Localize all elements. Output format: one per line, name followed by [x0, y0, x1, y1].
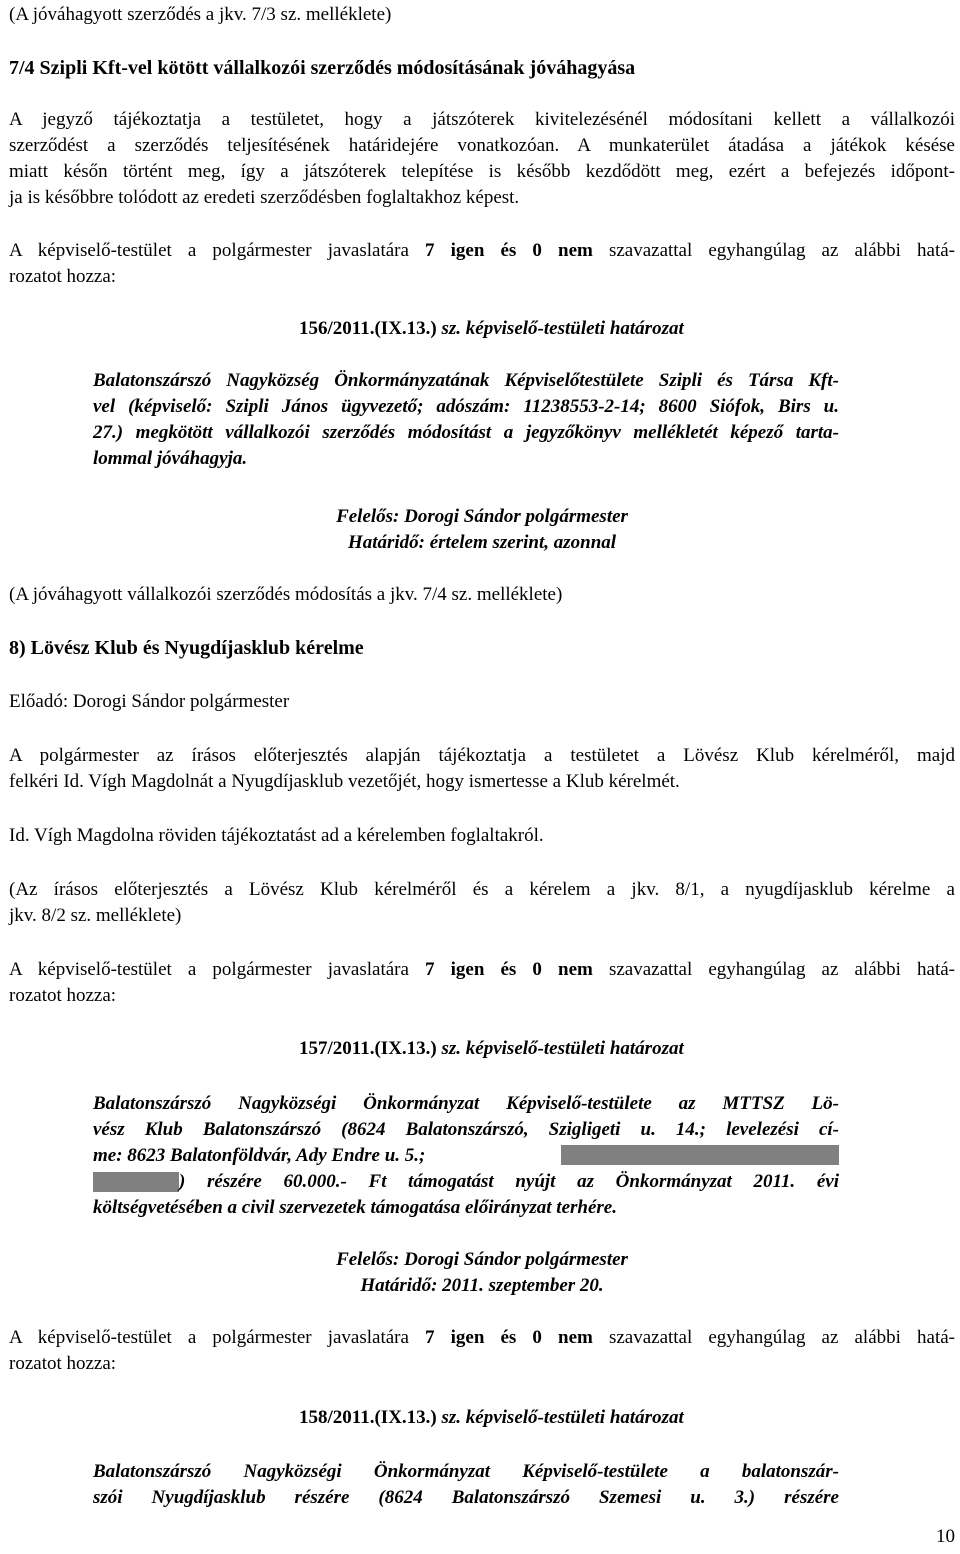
section-heading-8: 8) Lövész Klub és Nyugdíjasklub kérelme [9, 637, 364, 659]
resolution-type: sz. képviselő-testületi határozat [436, 1407, 684, 1428]
resolution-text-line: Balatonszárszó Nagyközségi Önkormányzat Képviselő-testülete a balatonszár- [93, 1461, 839, 1482]
resolution-text-line: költségvetésében a civil szervezetek támogatása előirányzat terhére. [93, 1197, 617, 1218]
vote-text: szavazattal egyhangúlag az alábbi hatá- [592, 240, 955, 261]
responsible-person: Felelős: Dorogi Sándor polgármester [336, 506, 628, 527]
resolution-id: 156/2011.(IX.13.) [299, 318, 437, 339]
resolution-text-line: szói Nyugdíjasklub részére (8624 Balatonszárszó Szemesi u. 3.) részére [93, 1487, 839, 1508]
resolution-number [299, 1405, 684, 1431]
page-number: 10 [936, 1526, 955, 1547]
resolution-text-line [93, 1143, 839, 1169]
vote-line [9, 1325, 955, 1351]
paragraph-line: jkv. 8/2 sz. melléklete) [9, 905, 182, 926]
resolution-text-line [93, 1169, 839, 1195]
resolution-type: sz. képviselő-testületi határozat [436, 318, 684, 339]
resolution-text-line: 27.) megkötött vállalkozói szerződés módosítást a jegyzőkönyv mellékletét képező tarta- [93, 422, 839, 443]
resolution-text-line: vel (képviselő: Szipli János ügyvezető; adószám: 11238553-2-14; 8600 Siófok, Birs u. [93, 396, 839, 417]
vote-text: szavazattal egyhangúlag az alábbi hatá- [592, 959, 955, 980]
annex-note: (A jóváhagyott szerződés a jkv. 7/3 sz. melléklete) [9, 4, 392, 25]
resolution-number [299, 316, 684, 342]
resolution-id: 158/2011.(IX.13.) [299, 1407, 437, 1428]
vote-line [9, 238, 955, 264]
vote-text: A képviselő-testület a polgármester javaslatára [9, 959, 426, 980]
support-text: ) részére 60.000.- Ft támogatást nyújt az Önkormányzat 2011. évi [179, 1171, 839, 1192]
resolution-text-line: Balatonszárszó Nagyközség Önkormányzatának Képviselőtestülete Szipli és Társa Kft- [93, 370, 839, 391]
resolution-text-line: vész Klub Balatonszárszó (8624 Balatonszárszó, Szigligeti u. 14.; levelezési cí- [93, 1119, 839, 1140]
vote-line [9, 957, 955, 983]
vote-count: 7 igen és 0 nem [425, 959, 593, 980]
vote-count: 7 igen és 0 nem [425, 1327, 593, 1348]
paragraph-line: felkéri Id. Vígh Magdolnát a Nyugdíjasklub vezetőjét, hogy ismertesse a Klub kérelmét. [9, 771, 680, 792]
resolution-id: 157/2011.(IX.13.) [299, 1038, 437, 1059]
resolution-type: sz. képviselő-testületi határozat [436, 1038, 684, 1059]
vote-text: A képviselő-testület a polgármester javaslatára [9, 1327, 426, 1348]
vote-count: 7 igen és 0 nem [425, 240, 593, 261]
vote-text: szavazattal egyhangúlag az alábbi hatá- [592, 1327, 955, 1348]
paragraph-line: Id. Vígh Magdolna röviden tájékoztatást ad a kérelemben foglaltakról. [9, 825, 544, 846]
paragraph-line: ja is későbbre tolódott az eredeti szerződésben foglaltakhoz képest. [9, 187, 520, 208]
redaction-block [93, 1172, 179, 1192]
paragraph-line: szerződést a szerződés teljesítésének határidejére vonatkozóan. A munkaterület átadása a játékok késése [9, 135, 955, 156]
resolution-text-line: lommal jóváhagyja. [93, 448, 248, 469]
vote-line: rozatot hozza: [9, 1353, 117, 1374]
vote-text: A képviselő-testület a polgármester javaslatára [9, 240, 426, 261]
resolution-number [299, 1036, 684, 1062]
paragraph-line: A polgármester az írásos előterjesztés alapján tájékoztatja a testületet a Lövész Klub kérelméről, majd [9, 745, 955, 766]
redaction-block [561, 1145, 839, 1165]
vote-line: rozatot hozza: [9, 266, 117, 287]
deadline: Határidő: értelem szerint, azonnal [347, 532, 617, 553]
vote-line: rozatot hozza: [9, 985, 117, 1006]
resolution-text-line: Balatonszárszó Nagyközségi Önkormányzat Képviselő-testülete az MTTSZ Lö- [93, 1093, 839, 1114]
section-heading-7-4: 7/4 Szipli Kft-vel kötött vállalkozói szerződés módosításának jóváhagyása [9, 57, 636, 79]
deadline: Határidő: 2011. szeptember 20. [360, 1275, 604, 1296]
paragraph-line: (Az írásos előterjesztés a Lövész Klub kérelméről és a kérelem a jkv. 8/1, a nyugdíjasklub kérelme a [9, 879, 955, 900]
address-text: me: 8623 Balatonföldvár, Ady Endre u. 5.; [93, 1145, 426, 1166]
annex-note: (A jóváhagyott vállalkozói szerződés módosítás a jkv. 7/4 sz. melléklete) [9, 584, 563, 605]
responsible-person: Felelős: Dorogi Sándor polgármester [336, 1249, 628, 1270]
presenter: Előadó: Dorogi Sándor polgármester [9, 691, 290, 712]
paragraph-line: miatt későn történt meg, így a játszóterek telepítése is később kezdődött meg, ezért a befejezés időpont- [9, 161, 955, 182]
paragraph-line: A jegyző tájékoztatja a testületet, hogy a játszóterek kivitelezésénél módosítani kellett a vállalkozói [9, 109, 955, 130]
